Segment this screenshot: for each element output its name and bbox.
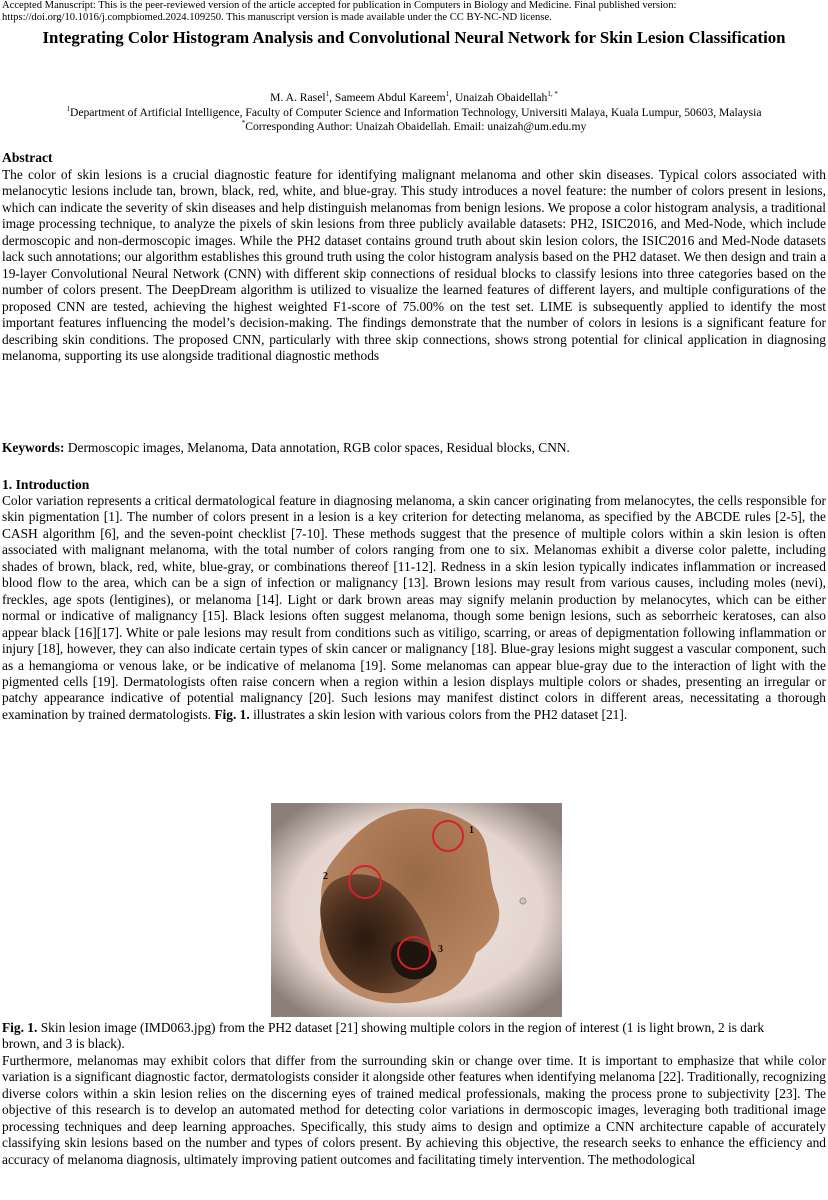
intro-p1-text: Color variation represents a critical dermatological feature in diagnosing melanoma, a skin cancer originating from melanocytes, the cells responsible for skin pigmentation [1]. The number of colors present in a lesion is a key criterion for detecting melanoma, as specified by the ABCDE rules [2-5], the CASH algorithm [6], and the seven-point checklist [7-10]. These methods suggest that the presence of multiple colors within a skin lesion is often associated with malignant melanoma, with the total number of colors ranging from one to six. Melanomas exhibit a diverse color palette, including shades of brown, black, red, white, blue-gray, or combinations thereof [11-12]. Redness in a skin lesion typically indicates inflammation or increased blood flow to the area, which can be a sign of infection or malignancy [13]. Brown lesions may result from various causes, including moles (nevi), freckles, age spots (lentigines), or melanoma [14]. Light or dark brown areas may signify melanin production by melanocytes, which can be either normal or indicative of malignancy [15]. Black lesions often suggest melanoma, though some benign lesions, such as seborrheic keratoses, can also appear black [16][17]. White or pale lesions may result from conditions such as vitiligo, scarring, or areas of depigmentation following inflammation or injury [18], however, they can also indicate certain types of skin cancer or malignancy [18]. Blue-gray lesions might suggest a vascular component, such as a hemangioma or venous lake, or be indicative of melanoma [19]. Some melanomas can appear blue-gray due to the interaction of light with the pigmented cells [19]. Dermatologists often raise concern when a region within a lesion displays multiple colors or shades, presenting an irregular or patchy appearance indicative of potential malignancy [20]. Such lesions may manifest distinct colors in different areas, necessitating a thorough examination by trained dermatologists. bbox=[2, 493, 826, 722]
skin-lesion-image bbox=[271, 803, 562, 1017]
figure-caption bbox=[2, 1020, 802, 1053]
author-list: M. A. Rasel$^1$, Sameem Abdul Kareem$^1$, Unaizah Obaidellah$^{1, *}$ bbox=[270, 90, 558, 104]
affiliation-mark: 1 bbox=[66, 105, 70, 114]
abstract-text: The color of skin lesions is a crucial diagnostic feature for identifying malignant melanoma and other skin diseases. Typical colors associated with melanocytic lesions include tan, brown, black, red, white, and blue-gray. This study introduces a novel feature: the number of colors present in lesions, which can indicate the severity of skin diseases and help distinguish melanomas from benign lesions. We propose a color histogram analysis, a traditional image processing technique, to analyze the pixels of skin lesions from three publicly available datasets: PH2, ISIC2016, and Med-Node, which include dermoscopic and non-dermoscopic images. While the PH2 dataset contains ground truth about skin lesion colors, the ISIC2016 and Med-Node datasets lack such annotations; our algorithm establishes this ground truth using the color histogram analysis based on the PH2 dataset. We then design and train a 19-layer Convolutional Neural Network (CNN) with different skip connections of residual blocks to classify lesions into three categories based on the number of colors present. The DeepDream algorithm is utilized to visualize the learned features of different layers, and multiple configurations of the proposed CNN are tested, achieving the highest weighted F1-score of 75.00% on the test set. LIME is subsequently applied to identify the most important features influencing the model’s decision-making. The findings demonstrate that the number of colors in lesions is a significant feature for describing skin conditions. The proposed CNN, particularly with three skip connections, shows strong potential for clinical application in diagnosing melanoma, supporting its use alongside traditional diagnostic methods bbox=[2, 167, 826, 363]
introduction-paragraph-2: Furthermore, melanomas may exhibit colors that differ from the surrounding skin or change over time. It is important to emphasize that while color variation is a significant diagnostic factor, dermatologists consider it alongside other features when identifying melanoma [22]. Traditionally, recognizing diverse colors within a skin lesion relies on the discerning eyes of trained medical professionals, making the process prone to subjectivity [23]. The objective of this research is to develop an automated method for detecting color variations in dermoscopic images, leveraging both traditional image processing techniques and deep learning approaches. Specifically, this study aims to design and optimize a CNN architecture capable of accurately classifying skin lesions based on the number and types of colors present. By achieving this objective, the research seeks to enhance the efficiency and accuracy of melanoma diagnosis, ultimately improving patient outcomes and facilitating timely intervention. The methodological bbox=[2, 1053, 826, 1167]
keywords-text: Dermoscopic images, Melanoma, Data annotation, RGB color spaces, Residual blocks, CNN. bbox=[67, 440, 570, 455]
publication-notice: Accepted Manuscript: This is the peer-reviewed version of the article accepted for publication in Computers in Biology and Medicine. Final published version: https://doi.org/10.1016/j.compbiomed.2024.109250. This manuscript version is made available under the CC BY-NC-ND license. bbox=[2, 0, 677, 23]
author-name: Unaizah Obaidellah bbox=[454, 91, 548, 104]
author-affiliation-mark: 1 bbox=[445, 90, 450, 99]
introduction-heading: 1. Introduction bbox=[2, 477, 90, 492]
region-label-2: 2 bbox=[323, 871, 328, 882]
paper-title: Integrating Color Histogram Analysis and Convolutional Neural Network for Skin Lesion Classification bbox=[42, 28, 786, 47]
region-label-3: 3 bbox=[438, 944, 443, 955]
author-affiliation-mark: 1, * bbox=[547, 90, 558, 99]
keywords-label: Keywords: bbox=[2, 440, 65, 455]
corresponding-author bbox=[0, 120, 828, 134]
skin-lesion-figure bbox=[271, 803, 562, 1017]
author-name: M. A. Rasel bbox=[270, 91, 326, 104]
figure-reference: Fig. 1. bbox=[214, 706, 250, 722]
lesion-specks-icon bbox=[520, 898, 526, 904]
intro-p1-tail: illustrates a skin lesion with various colors from the PH2 dataset [21]. bbox=[253, 706, 628, 722]
affiliation-text: Department of Artificial Intelligence, Faculty of Computer Science and Information Technology, Universiti Malaya, Kuala Lumpur, 50603, Malaysia bbox=[69, 106, 762, 119]
figure-caption-label: Fig. 1. bbox=[2, 1020, 38, 1035]
figure-caption-text: Skin lesion image (IMD063.jpg) from the PH2 dataset [21] showing multiple colors in the region of interest (1 is light brown, 2 is dark brown, and 3 is black). bbox=[2, 1020, 765, 1052]
keywords bbox=[2, 440, 570, 456]
region-label-1: 1 bbox=[469, 825, 474, 836]
corresponding-mark: * bbox=[241, 119, 246, 128]
author-affiliation-mark: 1 bbox=[325, 90, 330, 99]
corresponding-text: Corresponding Author: Unaizah Obaidellah. Email: unaizah@um.edu.my bbox=[245, 120, 587, 133]
introduction-paragraph-1 bbox=[2, 493, 826, 723]
abstract-heading: Abstract bbox=[2, 150, 53, 165]
affiliation bbox=[0, 106, 828, 120]
author-name: Sameem Abdul Kareem bbox=[334, 91, 446, 104]
